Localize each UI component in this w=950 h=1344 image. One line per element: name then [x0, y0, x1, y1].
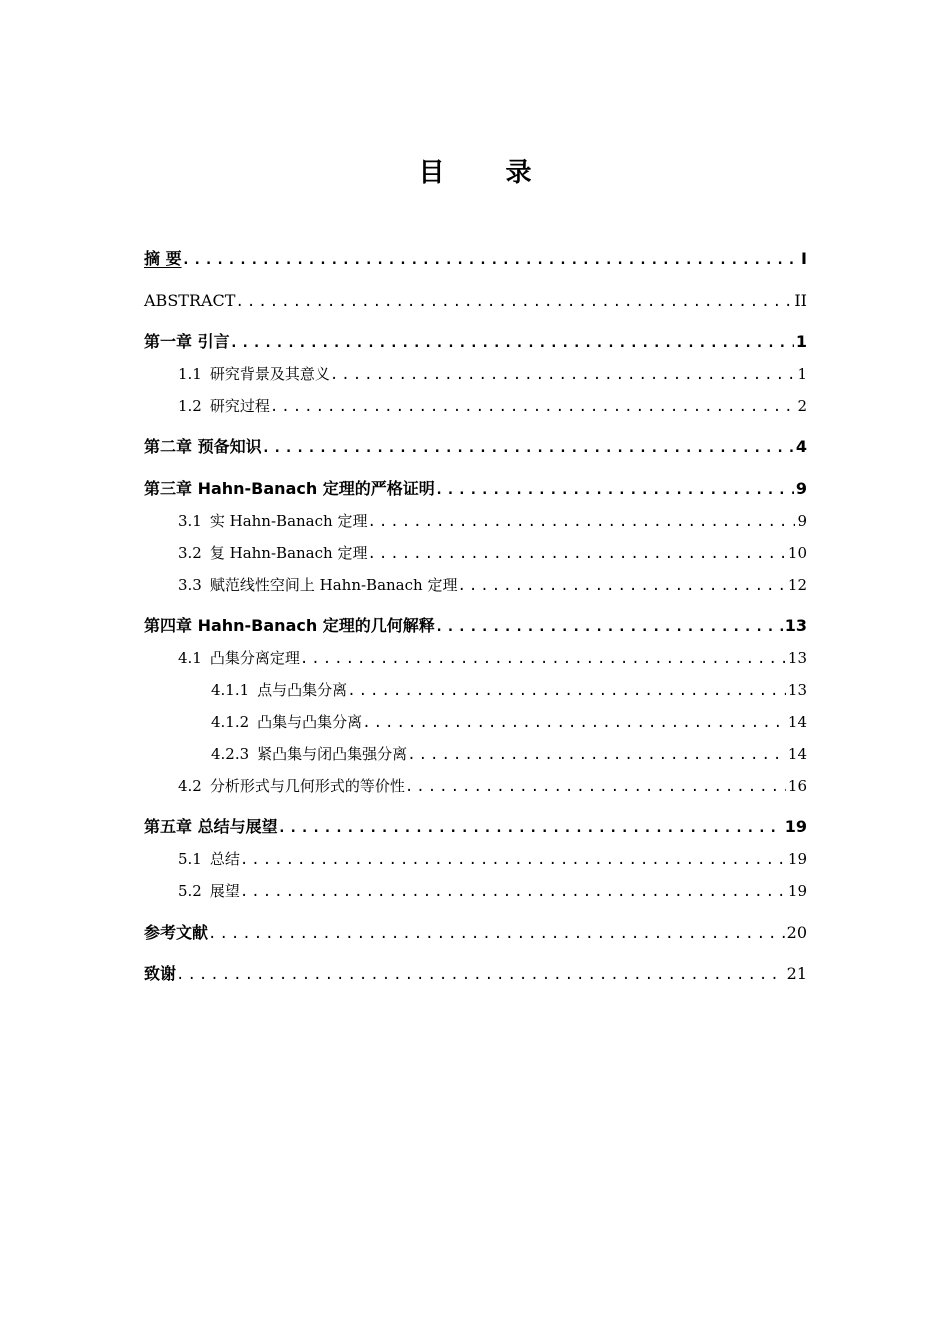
- toc-entry-page: 13: [787, 649, 807, 667]
- toc-entry-title: 紧凸集与闭凸集强分离: [257, 745, 408, 763]
- toc-entry-label: [178, 541, 367, 565]
- toc-entry-abstract-en[interactable]: [144, 289, 807, 313]
- toc-entry-label: 参考文献: [144, 923, 209, 942]
- toc-entry-section-4-1-2[interactable]: [211, 710, 807, 734]
- toc-entry-page: 1: [795, 332, 807, 351]
- toc-entry-title: 研究过程: [209, 397, 270, 415]
- toc-entry-page: 21: [786, 964, 807, 983]
- toc-leader-dots: [182, 248, 799, 272]
- toc-entry-number: 5.1: [178, 850, 202, 868]
- toc-entry-page: 19: [787, 882, 807, 900]
- toc-entry-page: 9: [797, 512, 807, 530]
- toc-entry-page: 9: [795, 479, 807, 498]
- toc-entry-number: 3.2: [178, 544, 202, 562]
- toc-entry-abstract-cn[interactable]: [144, 247, 807, 271]
- toc-leader-dots: [435, 615, 783, 639]
- toc-entry-label: [178, 573, 457, 597]
- toc-entry-number: 4.1.2: [211, 713, 250, 731]
- toc-entry-label: [178, 646, 300, 670]
- toc-entry-page: 19: [787, 850, 807, 868]
- toc-entry-label: [178, 509, 367, 533]
- toc-leader-dots: [240, 880, 786, 904]
- toc-entry-number: 4.2.3: [211, 745, 250, 763]
- toc-entry-label: 摘 要: [144, 249, 182, 268]
- toc-entry-page: 12: [787, 576, 807, 594]
- toc-entry-page: 19: [784, 817, 807, 836]
- toc-entry-section-4-2-3[interactable]: [211, 742, 807, 766]
- toc-entry-number: 4.1.1: [211, 681, 250, 699]
- toc-entry-label: 第四章 Hahn-Banach 定理的几何解释: [144, 616, 435, 635]
- toc-entry-label: ABSTRACT: [144, 291, 236, 310]
- toc-entry-section-4-2[interactable]: [178, 774, 807, 798]
- toc-entry-page: 13: [784, 616, 807, 635]
- toc-entry-label: [178, 847, 240, 871]
- toc-leader-dots: [435, 478, 794, 502]
- toc-entry-number: 1.2: [178, 397, 202, 415]
- toc-entry-section-4-1-1[interactable]: [211, 678, 807, 702]
- toc-entry-section-3-3[interactable]: [178, 573, 807, 597]
- toc-entry-page: 10: [787, 544, 807, 562]
- toc-entry-chapter-2[interactable]: [144, 435, 807, 459]
- toc-entry-page: 13: [787, 681, 807, 699]
- toc-leader-dots: [347, 679, 786, 703]
- toc-entry-page: 20: [786, 923, 807, 942]
- toc-entry-label: [211, 710, 362, 734]
- toc-leader-dots: [208, 922, 785, 946]
- toc-entry-title: 分析形式与几何形式的等价性: [209, 777, 405, 795]
- toc-leader-dots: [367, 510, 795, 534]
- toc-leader-dots: [262, 436, 794, 460]
- toc-entry-title: 总结: [209, 850, 240, 868]
- toc-entry-section-3-1[interactable]: [178, 509, 807, 533]
- toc-entry-number: 3.1: [178, 512, 202, 530]
- toc-leader-dots: [405, 775, 786, 799]
- toc-entry-page: 16: [787, 777, 807, 795]
- toc-entry-section-3-2[interactable]: [178, 541, 807, 565]
- toc-entry-chapter-3[interactable]: [144, 477, 807, 501]
- toc-entry-title: 研究背景及其意义: [209, 365, 330, 383]
- toc-leader-dots: [457, 574, 785, 598]
- toc-entry-number: 5.2: [178, 882, 202, 900]
- toc-leader-dots: [240, 848, 786, 872]
- toc-entry-section-5-2[interactable]: [178, 879, 807, 903]
- toc-entry-label: 第一章 引言: [144, 332, 230, 351]
- toc-entry-page: 14: [787, 713, 807, 731]
- toc-leader-dots: [407, 743, 786, 767]
- toc-entry-number: 4.1: [178, 649, 202, 667]
- toc-entry-chapter-5[interactable]: [144, 815, 807, 839]
- toc-entry-title: 凸集分离定理: [209, 649, 300, 667]
- toc-entry-section-5-1[interactable]: [178, 847, 807, 871]
- toc-entry-title: 赋范线性空间上 Hahn-Banach 定理: [209, 576, 458, 594]
- toc-leader-dots: [362, 711, 786, 735]
- toc-entry-label: 第五章 总结与展望: [144, 817, 278, 836]
- toc-entry-section-1-1[interactable]: [178, 362, 807, 386]
- toc-entry-title: 实 Hahn-Banach 定理: [209, 512, 368, 530]
- toc-entry-section-4-1[interactable]: [178, 646, 807, 670]
- toc-entry-section-1-2[interactable]: [178, 394, 807, 418]
- toc-entry-page: II: [794, 291, 807, 310]
- toc-entry-references[interactable]: [144, 921, 807, 945]
- toc-entry-label: [178, 774, 405, 798]
- toc-entry-label: [211, 742, 407, 766]
- toc-entry-chapter-1[interactable]: [144, 330, 807, 354]
- toc-entry-label: 第三章 Hahn-Banach 定理的严格证明: [144, 479, 435, 498]
- toc-leader-dots: [235, 290, 792, 314]
- toc-entry-label: [178, 879, 240, 903]
- toc-entry-page: 1: [797, 365, 807, 383]
- toc-leader-dots: [230, 331, 794, 355]
- toc-entry-acknowledgements[interactable]: [144, 962, 807, 986]
- toc-entry-label: 第二章 预备知识: [144, 437, 262, 456]
- toc-entry-page: 14: [787, 745, 807, 763]
- toc-entry-label: 致谢: [144, 964, 177, 983]
- toc-leader-dots: [330, 363, 796, 387]
- toc-entry-title: 点与凸集分离: [257, 681, 348, 699]
- toc-entry-number: 1.1: [178, 365, 202, 383]
- toc-entry-chapter-4[interactable]: [144, 614, 807, 638]
- toc-leader-dots: [176, 963, 785, 987]
- page-title: 目 录: [418, 158, 558, 188]
- toc-leader-dots: [300, 647, 786, 671]
- toc-entry-title: 复 Hahn-Banach 定理: [209, 544, 368, 562]
- toc-entry-number: 4.2: [178, 777, 202, 795]
- toc-entry-page: 4: [795, 437, 807, 456]
- toc-leader-dots: [270, 395, 796, 419]
- toc-entry-label: [211, 678, 347, 702]
- toc-entry-page: 2: [797, 397, 807, 415]
- toc-entry-title: 凸集与凸集分离: [257, 713, 363, 731]
- toc-leader-dots: [278, 816, 783, 840]
- toc-entry-title: 展望: [209, 882, 240, 900]
- toc-entry-label: [178, 362, 330, 386]
- toc-entry-label: [178, 394, 270, 418]
- toc-leader-dots: [367, 542, 785, 566]
- toc-entry-number: 3.3: [178, 576, 202, 594]
- toc-entry-page: I: [801, 249, 807, 268]
